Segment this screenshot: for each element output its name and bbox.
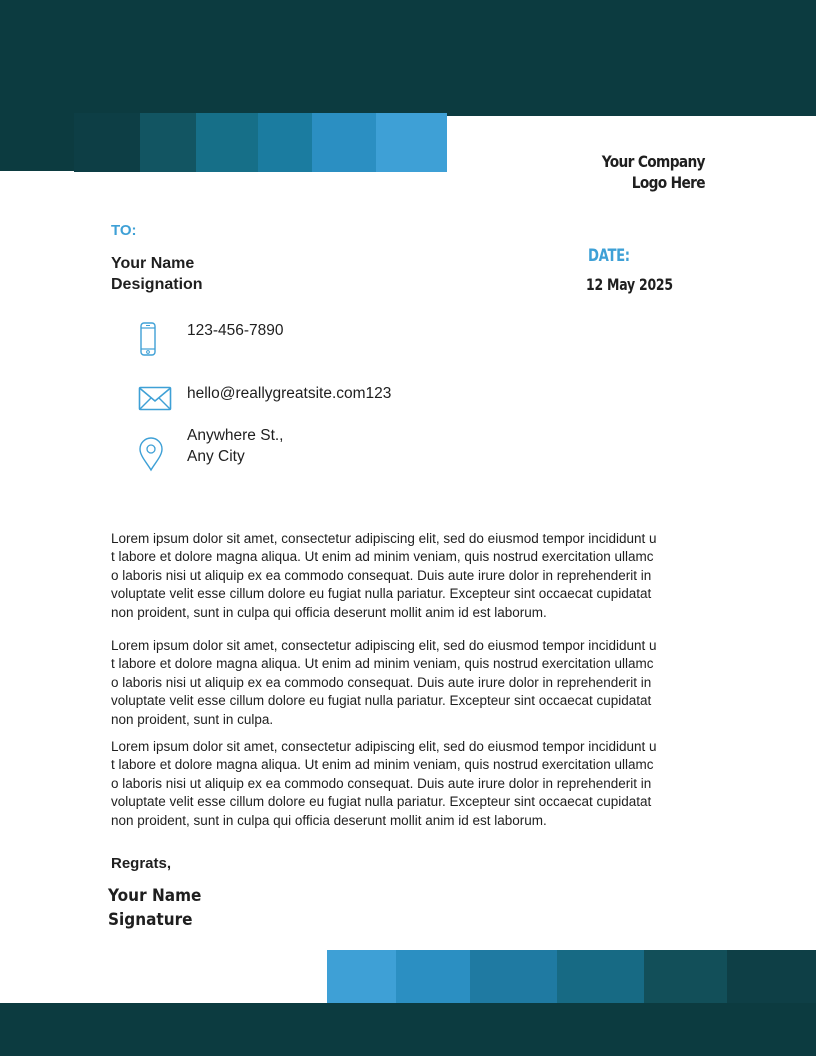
date-label: DATE: [588, 246, 630, 266]
logo-line-1: Your Company [601, 152, 705, 171]
recipient-designation: Designation [111, 276, 203, 293]
closing-salutation: Regrats, [111, 855, 172, 872]
signer-name: Your Name [108, 886, 202, 906]
body-paragraph-3: Lorem ipsum dolor sit amet, consectetur adipiscing elit, sed do eiusmod tempor incididunt ut labore et dolore magna aliqua. Ut enim ad minim veniam, quis nostrud exercitation ullamco laboris nisi ut aliquip ex ea commodo consequat. Duis aute irure dolor in reprehenderit in voluptate velit esse cillum dolore eu fugiat nulla pariatur. Excepteur sint occaecat cupidatat non proident, sunt in culpa qui officia deserunt mollit anim id est laborum. [111, 739, 657, 828]
phone-number: 123-456-7890 [187, 322, 284, 339]
to-label: TO: [111, 222, 137, 239]
header-strip-block-4 [258, 113, 312, 172]
footer-band [0, 1003, 816, 1056]
recipient-name: Your Name [111, 255, 195, 272]
header-band-extension [0, 116, 74, 171]
header-strip-block-1 [74, 113, 140, 172]
company-logo [602, 151, 705, 193]
footer-strip-block-5 [644, 950, 727, 1003]
email-address: hello@reallygreatsite.com123 [187, 385, 392, 402]
header-strip-block-5 [312, 113, 376, 172]
address [187, 425, 284, 467]
location-pin-icon [138, 436, 164, 472]
header-strip-block-3 [196, 113, 258, 172]
header-band [0, 0, 816, 116]
footer-strip-block-1 [327, 950, 396, 1003]
body-paragraph-2: Lorem ipsum dolor sit amet, consectetur adipiscing elit, sed do eiusmod tempor incididunt ut labore et dolore magna aliqua. Ut enim ad minim veniam, quis nostrud exercitation ullamco laboris nisi ut aliquip ex ea commodo consequat. Duis aute irure dolor in reprehenderit in voluptate velit esse cillum dolore eu fugiat nulla pariatur. Excepteur sint occaecat cupidatat non proident, sunt in culpa. [111, 638, 657, 727]
signature-label: Signature [108, 910, 193, 930]
address-line-1: Anywhere St., [187, 427, 284, 444]
footer-strip-block-4 [557, 950, 644, 1003]
body-paragraph-1: Lorem ipsum dolor sit amet, consectetur adipiscing elit, sed do eiusmod tempor incididunt ut labore et dolore magna aliqua. Ut enim ad minim veniam, quis nostrud exercitation ullamco laboris nisi ut aliquip ex ea commodo consequat. Duis aute irure dolor in reprehenderit in voluptate velit esse cillum dolore eu fugiat nulla pariatur. Excepteur sint occaecat cupidatat non proident, sunt in culpa qui officia deserunt mollit anim id est laborum. [111, 531, 657, 620]
footer-strip-block-6 [727, 950, 816, 1003]
footer-strip-block-3 [470, 950, 557, 1003]
date-value: 12 May 2025 [586, 275, 673, 294]
footer-strip-block-2 [396, 950, 470, 1003]
mail-icon [138, 386, 173, 412]
header-strip-block-2 [140, 113, 196, 172]
header-strip-block-6 [376, 113, 447, 172]
phone-icon [139, 322, 159, 357]
address-line-2: Any City [187, 448, 245, 465]
logo-line-2: Logo Here [631, 173, 705, 192]
